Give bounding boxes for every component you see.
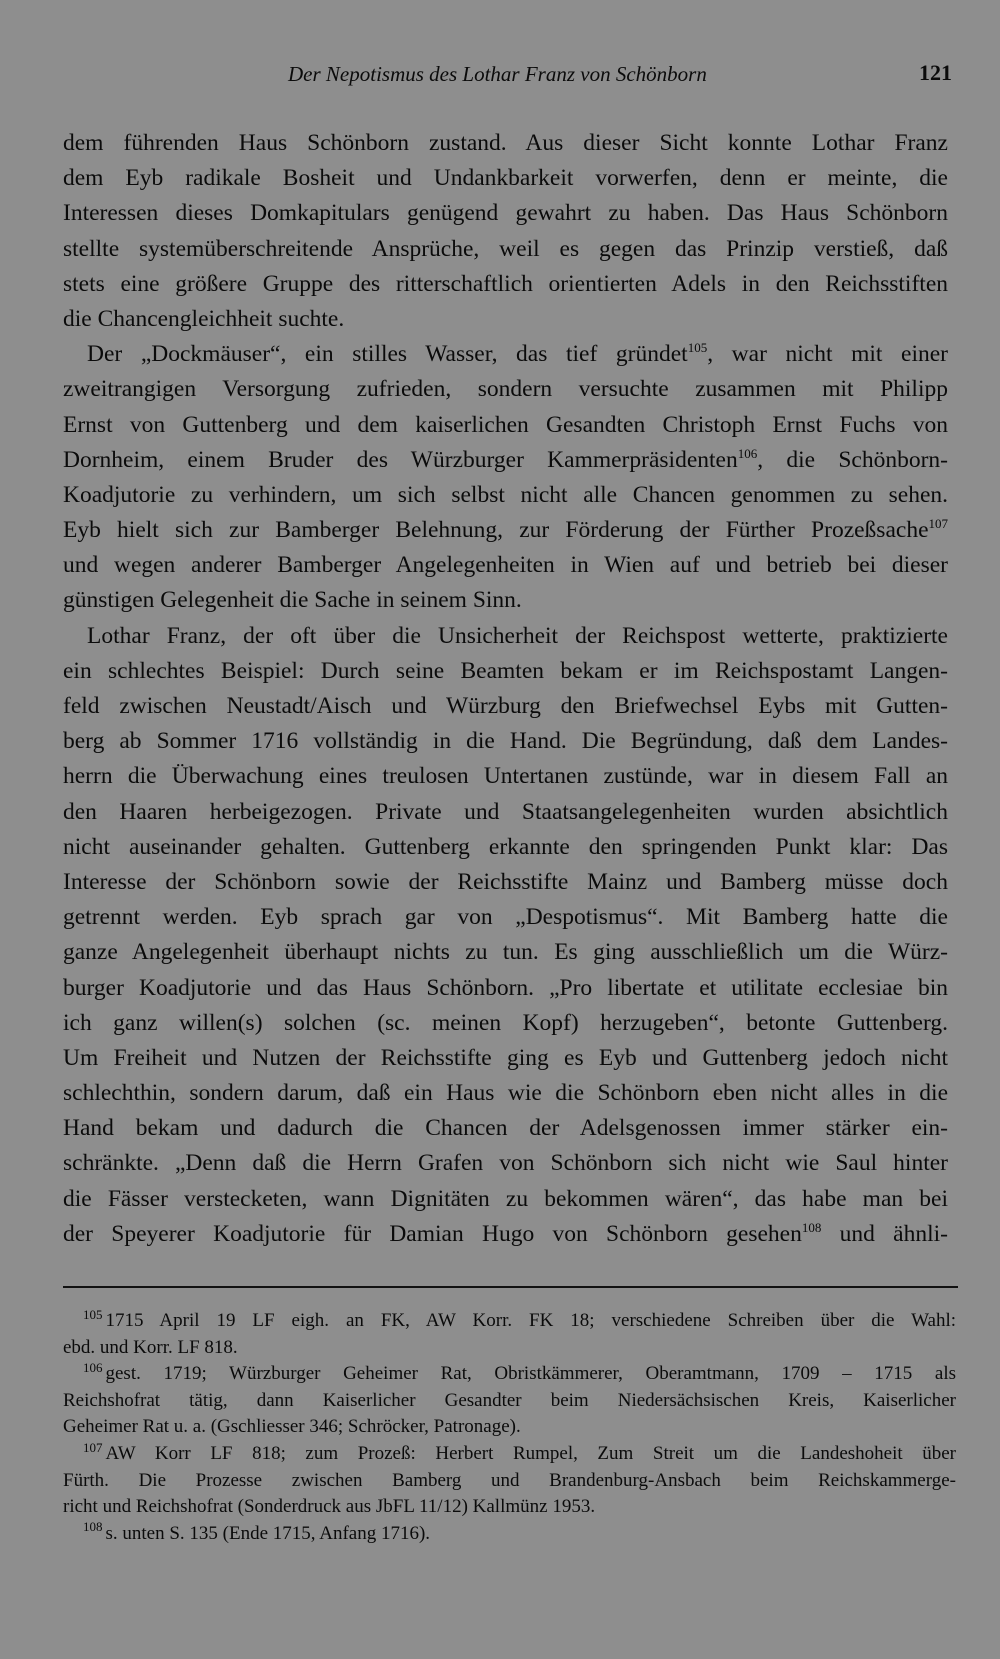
body-line-text: Der „Dockmäuser“, ein stilles Wasser, das tief gründet bbox=[87, 341, 688, 368]
footnote-number: 107 bbox=[83, 1439, 103, 1455]
body-line-text: Lothar Franz, der oft über die Unsicherheit der Reichspost wetterte, praktizierte bbox=[87, 622, 948, 649]
body-line-text: die Fässer verstecketen, wann Dignitäten zu bekommen wären“, das habe man bei bbox=[63, 1185, 948, 1212]
body-line bbox=[63, 548, 948, 583]
footnote-reference: 107 bbox=[928, 516, 948, 532]
body-line-text: Dornheim, einem Bruder des Würzburger Kammerpräsidenten bbox=[63, 446, 738, 473]
footnote-line bbox=[63, 1335, 956, 1362]
body-line-text: die Chancengleichheit suchte. bbox=[63, 305, 345, 332]
body-line bbox=[63, 1182, 948, 1217]
footnote-number: 105 bbox=[83, 1306, 103, 1322]
body-line-text: feld zwischen Neustadt/Aisch und Würzburg den Briefwechsel Eybs mit Gutten- bbox=[63, 693, 948, 719]
footnote-line bbox=[63, 1361, 956, 1388]
body-line bbox=[63, 337, 948, 372]
body-line-text: berg ab Sommer 1716 vollständig in die Hand. Die Begründung, daß dem Landes- bbox=[63, 728, 948, 755]
body-line-text: ein schlechtes Beispiel: Durch seine Beamten bekam er im Reichspostamt Langen- bbox=[63, 657, 948, 684]
body-line bbox=[63, 1146, 948, 1181]
body-line-text: Koadjutorie zu verhindern, um sich selbst nicht alle Chancen genommen zu sehen. bbox=[63, 481, 948, 508]
footnote-reference: 105 bbox=[687, 340, 708, 356]
body-line bbox=[63, 478, 948, 513]
body-line-text: Hand bekam und dadurch die Chancen der Adelsgenossen immer stärker ein- bbox=[63, 1115, 948, 1142]
footnote-number: 106 bbox=[83, 1359, 103, 1375]
body-line bbox=[63, 267, 948, 302]
body-line bbox=[63, 513, 948, 548]
body-line-text: stets eine größere Gruppe des ritterschaftlich orientierten Adels in den Reichsstiften bbox=[63, 270, 948, 297]
page-number: 121 bbox=[919, 60, 952, 85]
body-line-text: und wegen anderer Bamberger Angelegenheiten in Wien auf und betrieb bei dieser bbox=[63, 552, 948, 579]
footnote-reference: 108 bbox=[801, 1219, 822, 1235]
body-line bbox=[63, 1041, 948, 1076]
body-line bbox=[63, 1006, 948, 1041]
body-line bbox=[63, 830, 948, 865]
footnote-line bbox=[63, 1388, 956, 1415]
footnote-text: gest. 1719; Würzburger Geheimer Rat, Obristkämmerer, Oberamtmann, 1709 – 1715 als bbox=[105, 1363, 956, 1385]
body-line-text: günstigen Gelegenheit die Sache in seinem Sinn. bbox=[63, 587, 522, 614]
footnote-text: s. unten S. 135 (Ende 1715, Anfang 1716). bbox=[105, 1522, 431, 1544]
body-line bbox=[63, 724, 948, 759]
footnote-text: AW Korr LF 818; zum Prozeß: Herbert Rumpel, Zum Streit um die Landeshoheit über bbox=[105, 1442, 956, 1464]
footnotes bbox=[63, 1308, 956, 1547]
running-head bbox=[63, 58, 952, 92]
body-line-text: Eyb hielt sich zur Bamberger Belehnung, zur Förderung der Fürther Prozeßsache bbox=[63, 517, 929, 544]
footnote-line bbox=[63, 1308, 956, 1335]
body-line-text: schlechthin, sondern darum, daß ein Haus wie die Schönborn eben nicht alles in die bbox=[63, 1080, 948, 1107]
body-line-text: herrn die Überwachung eines treulosen Untertanen zustünde, war in diesem Fall an bbox=[63, 763, 948, 790]
body-line-text: ganze Angelegenheit überhaupt nichts zu tun. Es ging ausschließlich um die Würz- bbox=[63, 939, 948, 966]
body-line bbox=[63, 1111, 948, 1146]
footnote-text: Reichshofrat tätig, dann Kaiserlicher Gesandter beim Niedersächsischen Kreis, Kaiserlicher bbox=[63, 1389, 956, 1411]
footnote-text: richt und Reichshofrat (Sonderdruck aus JbFL 11/12) Kallmünz 1953. bbox=[63, 1496, 596, 1518]
body-line-text: getrennt werden. Eyb sprach gar von „Despotismus“. Mit Bamberg hatte die bbox=[63, 904, 948, 931]
footnote-reference: 106 bbox=[737, 445, 758, 461]
body-line-text: dem führenden Haus Schönborn zustand. Aus dieser Sicht konnte Lothar Franz bbox=[63, 130, 948, 156]
body-line bbox=[63, 1076, 948, 1111]
body-line-text: schränkte. „Denn daß die Herrn Grafen von Schönborn sich nicht wie Saul hinter bbox=[63, 1150, 948, 1177]
footnote-text: Fürth. Die Prozesse zwischen Bamberg und Brandenburg-Ansbach beim Reichskammerge- bbox=[63, 1469, 956, 1491]
footnote-rule bbox=[63, 1286, 958, 1288]
body-line bbox=[63, 689, 948, 724]
body-line bbox=[63, 795, 948, 830]
body-line bbox=[63, 372, 948, 407]
body-line bbox=[63, 443, 948, 478]
footnote-text: Geheimer Rat u. a. (Gschliesser 346; Schröcker, Patronage). bbox=[63, 1416, 521, 1438]
body-line-text: Interessen dieses Domkapitulars genügend gewahrt zu haben. Das Haus Schönborn bbox=[63, 200, 948, 227]
body-line-text: Ernst von Guttenberg und dem kaiserlichen Gesandten Christoph Ernst Fuchs von bbox=[63, 411, 948, 438]
body-line-text-after: , die Schönborn- bbox=[757, 446, 948, 473]
footnote-text: 1715 April 19 LF eigh. an FK, AW Korr. FK 18; verschiedene Schreiben über die Wahl: bbox=[105, 1310, 956, 1331]
body-line bbox=[63, 971, 948, 1006]
body-line-text: burger Koadjutorie und das Haus Schönborn. „Pro libertate et utilitate ecclesiae bin bbox=[63, 974, 948, 1001]
body-line-text: nicht auseinander gehalten. Guttenberg erkannte den springenden Punkt klar: Das bbox=[63, 833, 948, 860]
body-line-text: Um Freiheit und Nutzen der Reichsstifte ging es Eyb und Guttenberg jedoch nicht bbox=[63, 1044, 948, 1071]
footnote-line bbox=[63, 1468, 956, 1495]
body-line bbox=[63, 619, 948, 654]
footnote-number: 108 bbox=[83, 1519, 103, 1535]
body-line-text: der Speyerer Koadjutorie für Damian Hugo von Schönborn gesehen bbox=[63, 1220, 802, 1247]
body-line bbox=[63, 865, 948, 900]
body-line-text: ich ganz willen(s) solchen (sc. meinen Kopf) herzugeben“, betonte Guttenberg. bbox=[63, 1009, 948, 1036]
body-line bbox=[63, 196, 948, 231]
footnote-line bbox=[63, 1494, 956, 1521]
body-line-text: Interesse der Schönborn sowie der Reichsstifte Mainz und Bamberg müsse doch bbox=[63, 868, 948, 895]
footnote-line bbox=[63, 1441, 956, 1468]
footnote-line bbox=[63, 1414, 956, 1441]
body-line-text: stellte systemüberschreitende Ansprüche, weil es gegen das Prinzip verstieß, daß bbox=[63, 235, 948, 262]
body-line-text: zweitrangigen Versorgung zufrieden, sondern versuchte zusammen mit Philipp bbox=[63, 376, 948, 403]
running-title: Der Nepotismus des Lothar Franz von Schönborn bbox=[288, 62, 707, 86]
body-line bbox=[63, 232, 948, 267]
body-line bbox=[63, 126, 948, 161]
footnote-line bbox=[63, 1521, 956, 1548]
body-line bbox=[63, 302, 948, 337]
body-line-text-after: , war nicht mit einer bbox=[707, 341, 948, 368]
body-line bbox=[63, 1217, 948, 1252]
body-line bbox=[63, 583, 948, 618]
footnote-text: ebd. und Korr. LF 818. bbox=[63, 1336, 238, 1358]
body-line-text: den Haaren herbeigezogen. Private und Staatsangelegenheiten wurden absichtlich bbox=[63, 798, 948, 825]
body-line bbox=[63, 900, 948, 935]
body-line bbox=[63, 161, 948, 196]
body-line bbox=[63, 935, 948, 970]
body-line bbox=[63, 654, 948, 689]
body-line-text-after: und ähnli- bbox=[821, 1220, 948, 1247]
body-line bbox=[63, 408, 948, 443]
body-line-text: dem Eyb radikale Bosheit und Undankbarkeit vorwerfen, denn er meinte, die bbox=[63, 165, 948, 192]
body-line bbox=[63, 759, 948, 794]
body-text bbox=[63, 126, 948, 1252]
